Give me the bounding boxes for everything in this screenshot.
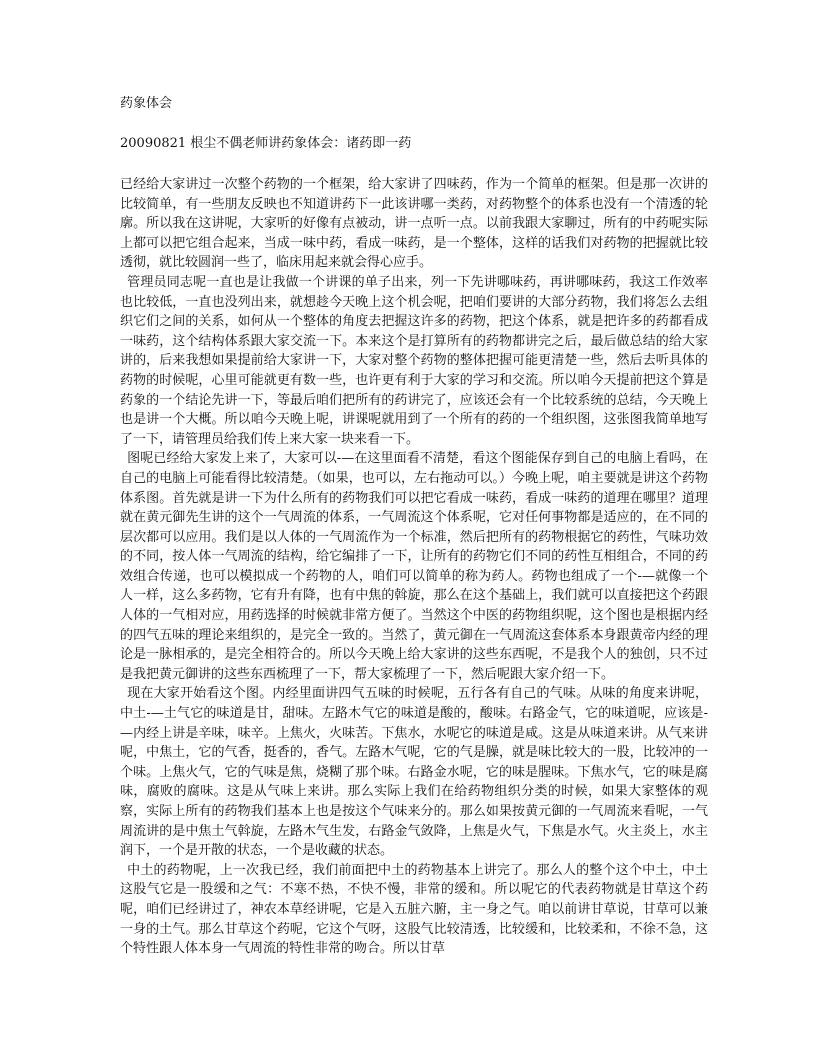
document-title: 药象体会 (120, 96, 173, 111)
document-body (120, 175, 708, 959)
paragraph-2: 管理员同志呢一直也是让我做一个讲课的单子出来，列一下先讲哪味药，再讲哪味药，我这工作效率也比较低，一直也没列出来，就想趁今天晚上这个机会呢，把咱们要讲的大部分药物，我们将怎么去组织它们之间的关系，如何从一个整体的角度去把握这许多的药物，把这个体系，就是把许多的药都看成一味药，这个结构体系跟大家交流一下。本来这个是打算所有的药物都讲完之后，最后做总结的给大家讲的，后来我想如果提前给大家讲一下，大家对整个药物的整体把握可能更清楚一些，然后去听具体的药物的时候呢，心里可能就更有数一些，也许更有利于大家的学习和交流。所以咱今天提前把这个算是药象的一个结论先讲一下，等最后咱们把所有的药讲完了，应该还会有一个比较系统的总结，今天晚上也是讲一个大概。所以咱今天晚上呢，讲课呢就用到了一个所有的药的一个组织图，这张图我简单地写了一下，请管理员给我们传上来大家一块来看一下。 (120, 274, 708, 447)
paragraph-3: 图呢已经给大家发上来了，大家可以-—在这里面看不清楚，看这个图能保存到自己的电脑上看吗，在自己的电脑上可能看得比较清楚。（如果，也可以，左右拖动可以。）今晚上呢，咱主要就是讲这个药物体系图。首先就是讲一下为什么所有的药物我们可以把它看成一味药，看成一味药的道理在哪里？道理就在黄元御先生讲的这个一气周流的体系，一气周流这个体系呢，它对任何事物都是适应的，在不同的层次都可以应用。我们是以人体的一气周流作为一个标准，然后把所有的药物根据它的药性，气味功效的不同，按人体一气周流的结构，给它编排了一下，让所有的药物它们不同的药性互相组合，不同的药效组合传递，也可以模拟成一个药物的人，咱们可以简单的称为药人。药物也组成了一个-—就像一个人一样，这么多药物，它有升有降，也有中焦的斡旋，那么在这个基础上，我们就可以直接把这个药跟人体的一气相对应，用药选择的时候就非常方便了。当然这个中医的药物组织呢，这个图也是根据内经的四气五味的理论来组织的，是完全一致的。当然了，黄元御在一气周流这套体系本身跟黄帝内经的理论是一脉相承的，是完全相符合的。所以今天晚上给大家讲的这些东西呢，不是我个人的独创，只不过是我把黄元御讲的这些东西梳理了一下，帮大家梳理了一下，然后呢跟大家介绍一下。 (120, 451, 708, 682)
paragraph-5: 中土的药物呢，上一次我已经，我们前面把中土的药物基本上讲完了。那么人的整个这个中土，中土这股气它是一股缓和之气：不寒不热，不快不慢，非常的缓和。所以呢它的代表药物就是甘草这个药呢，咱们已经讲过了，神农本草经讲呢，它是入五脏六腑，主一身之气。咱以前讲甘草说，甘草可以兼一身的土气。那么甘草这个药呢，它这个气呀，这股气比较清透，比较缓和，比较柔和，不徐不急，这个特性跟人体本身一气周流的特性非常的吻合。所以甘草 (120, 862, 708, 957)
paragraph-1: 已经给大家讲过一次整个药物的一个框架，给大家讲了四味药，作为一个简单的框架。但是那一次讲的比较简单，有一些朋友反映也不知道讲药下一此该讲哪一类药，对药物整个的体系也没有一个清透的轮廓。所以我在这讲呢，大家听的好像有点被动，讲一点听一点。以前我跟大家聊过，所有的中药呢实际上都可以把它组合起来，当成一味中药，看成一味药，是一个整体，这样的话我们对药物的把握就比较透彻，就比较圆润一些了，临床用起来就会得心应手。 (120, 177, 708, 271)
paragraph-4: 现在大家开始看这个图。内经里面讲四气五味的时候呢，五行各有自己的气味。从味的角度来讲呢，中土-—土气它的味道是甘，甜味。左路木气它的味道是酸的，酸味。右路金气，它的味道呢，应该是-—内经上讲是辛味，味辛。上焦火，火味苦。下焦水，水呢它的味道是咸。这是从味道来讲。从气来讲呢，中焦土，它的气香，挺香的，香气。左路木气呢，它的气是臊，就是味比较大的一股，比较冲的一个味。上焦火气，它的气味是焦，烧糊了那个味。右路金水呢，它的味是腥味。下焦水气，它的味是腐味，腐败的腐味。这是从气味上来讲。那么实际上我们在给药物组织分类的时候，如果大家整体的观察，实际上所有的药物我们基本上也是按这个气味来分的。那么如果按黄元御的一气周流来看呢，一气周流讲的是中焦土气斡旋，左路木气生发，右路金气敛降，上焦是火气，下焦是水气。火主炎上，水主润下，一个是开散的状态，一个是收藏的状态。 (120, 686, 708, 859)
document-subtitle: 20090821 根尘不偶老师讲药象体会：诸药即一药 (120, 136, 412, 151)
